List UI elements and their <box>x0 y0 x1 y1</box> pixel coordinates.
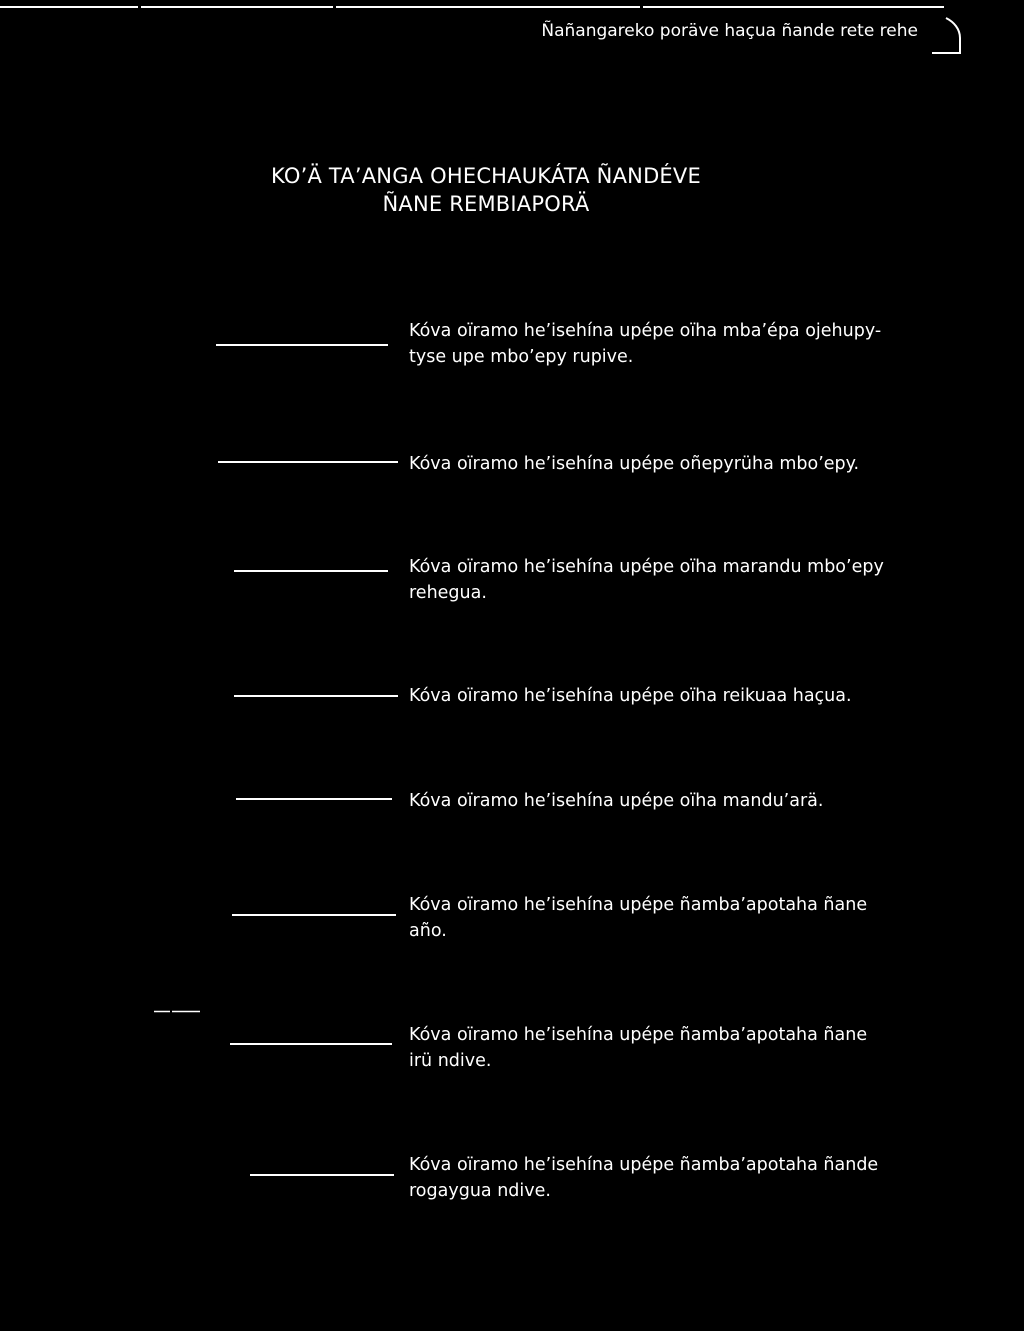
answer-blank-line <box>250 1174 394 1176</box>
legend-entry-line-1: Kóva oïramo he’isehína upépe oïha marandu mbo’epy <box>409 557 884 577</box>
legend-entry-line-2: rogaygua ndive. <box>409 1181 551 1201</box>
top-rule <box>0 6 944 8</box>
answer-blank-line <box>232 914 396 916</box>
answer-blank-line <box>230 1043 392 1045</box>
legend-entry-line-2: año. <box>409 921 447 941</box>
legend-entry-text <box>409 1152 899 1204</box>
legend-entry-line-1: Kóva oïramo he’isehína upépe ñamba’apotaha ñane <box>409 895 868 915</box>
legend-entry-text <box>409 451 899 477</box>
legend-entry-text <box>409 788 899 814</box>
margin-mark <box>154 998 200 1001</box>
legend-entry-line-1: Kóva oïramo he’isehína upépe oïha mandu’arä. <box>409 791 824 811</box>
legend-entry-text <box>409 554 899 606</box>
legend-entry-text <box>409 1022 899 1074</box>
page-title-line-2: ÑANE REMBIAPORÄ <box>382 192 590 216</box>
legend-entry-line-1: Kóva oïramo he’isehína upépe oñepyrüha mbo’epy. <box>409 454 860 474</box>
legend-entry-text <box>409 683 899 709</box>
top-rule-gap <box>333 5 336 9</box>
top-rule-gap <box>640 5 643 9</box>
legend-entry-line-2: irü ndive. <box>409 1051 492 1071</box>
page-title <box>260 162 712 218</box>
page-title-line-1: KO’Ä TA’ANGA OHECHAUKÁTA ÑANDÉVE <box>271 164 701 188</box>
legend-entry-text <box>409 892 899 944</box>
top-rule-gap <box>138 5 141 9</box>
legend-entry-line-2: rehegua. <box>409 583 487 603</box>
answer-blank-line <box>234 570 388 572</box>
legend-entry-text <box>409 318 899 370</box>
answer-blank-line <box>218 461 398 463</box>
legend-entry-line-1: Kóva oïramo he’isehína upépe ñamba’apotaha ñande <box>409 1155 879 1175</box>
legend-entry-line-1: Kóva oïramo he’isehína upépe oïha mba’épa ojehupy- <box>409 321 882 341</box>
legend-entry-line-1: Kóva oïramo he’isehína upépe oïha reikuaa haçua. <box>409 686 852 706</box>
legend-entry-line-2: tyse upe mbo’epy rupive. <box>409 347 634 367</box>
running-header: Ñañangareko poräve haçua ñande rete rehe <box>541 21 918 41</box>
legend-entry-line-1: Kóva oïramo he’isehína upépe ñamba’apotaha ñane <box>409 1025 868 1045</box>
answer-blank-line <box>234 695 398 697</box>
answer-blank-line <box>216 344 388 346</box>
corner-bracket-icon <box>932 14 962 54</box>
answer-blank-line <box>236 798 392 800</box>
